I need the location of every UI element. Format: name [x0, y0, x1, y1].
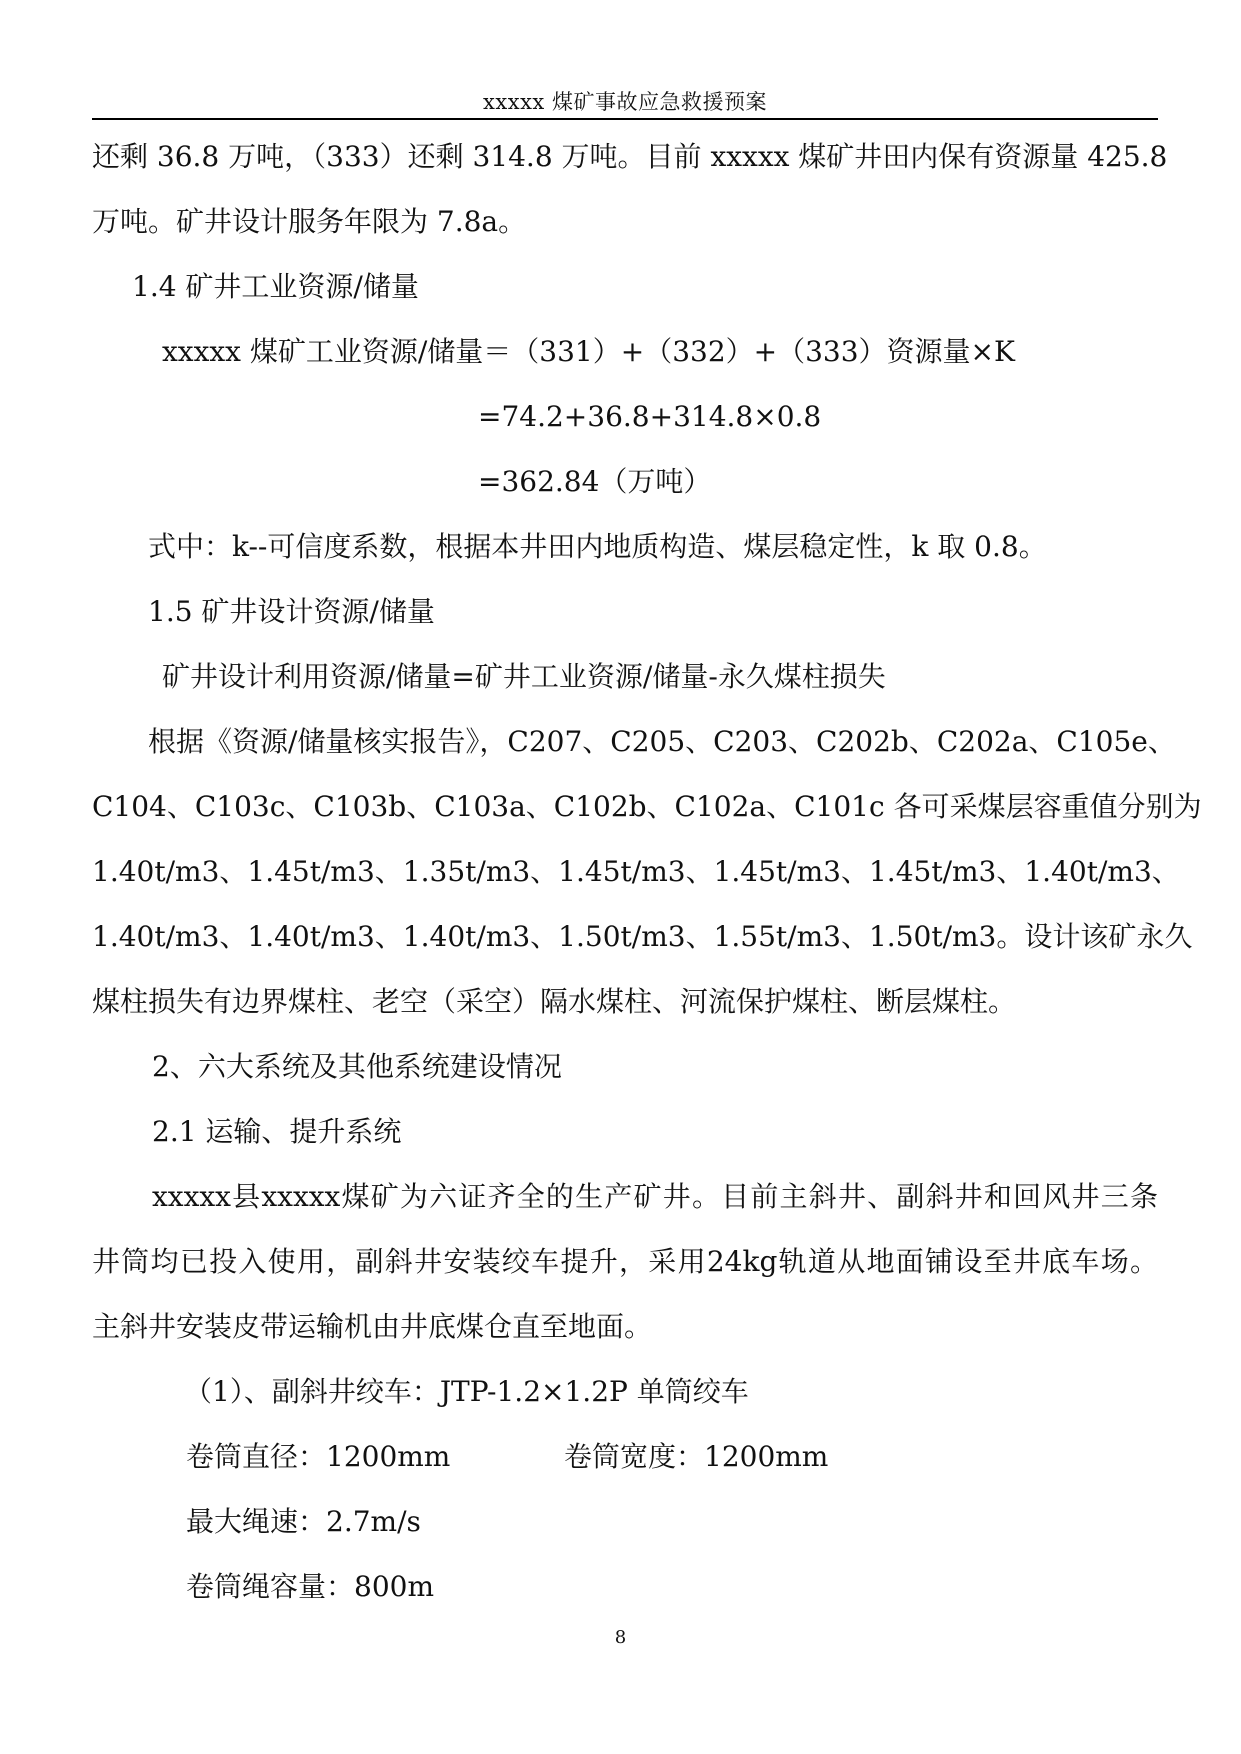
paragraph-line: xxxxx县xxxxx煤矿为六证齐全的生产矿井。目前主斜井、副斜井和回风井三条	[152, 1180, 1158, 1213]
formula-line: =74.2+36.8+314.8×0.8	[478, 400, 822, 433]
spec-row	[92, 1424, 1158, 1489]
page-footer	[0, 1626, 1241, 1650]
section-heading-2-1: 2.1 运输、提升系统	[152, 1115, 402, 1148]
paragraph-line: 还剩 36.8 万吨，（333）还剩 314.8 万吨。目前 xxxxx 煤矿井田内保有资源量 425.8	[92, 140, 1168, 173]
formula-line: =362.84（万吨）	[478, 465, 712, 498]
paragraph-line: 根据《资源/储量核实报告》，C207、C205、C203、C202b、C202a、C105e、	[148, 725, 1176, 758]
spec-max-speed: 最大绳速：2.7m/s	[186, 1505, 421, 1538]
paragraph-line: 1.40t/m3、1.45t/m3、1.35t/m3、1.45t/m3、1.45t/m3、1.45t/m3、1.40t/m3、	[92, 855, 1180, 888]
paragraph-line: 煤柱损失有边界煤柱、老空（采空）隔水煤柱、河流保护煤柱、断层煤柱。	[92, 985, 1017, 1018]
spec-rope-capacity: 卷筒绳容量：800m	[186, 1570, 434, 1603]
spec-row	[92, 1554, 1158, 1619]
spec-row	[92, 1489, 1158, 1554]
section-heading-1-5: 1.5 矿井设计资源/储量	[148, 595, 435, 628]
header-title: xxxxx 煤矿事故应急救援预案	[483, 90, 767, 114]
paragraph-line: C104、C103c、C103b、C103a、C102b、C102a、C101c 各可采煤层容重值分别为	[92, 790, 1202, 823]
spec-drum-width: 卷筒宽度：1200mm	[564, 1440, 829, 1473]
paragraph-line: 主斜井安装皮带运输机由井底煤仓直至地面。	[92, 1310, 653, 1343]
design-formula: 矿井设计利用资源/储量=矿井工业资源/储量-永久煤柱损失	[162, 660, 886, 693]
section-heading-2: 2、六大系统及其他系统建设情况	[152, 1050, 562, 1083]
formula-line: xxxxx 煤矿工业资源/储量＝（331）+（332）+（333）资源量×K	[162, 335, 1015, 368]
page-number: 8	[614, 1627, 627, 1648]
document-body	[92, 124, 1202, 1619]
section-heading-1-4: 1.4 矿井工业资源/储量	[132, 270, 419, 303]
paragraph-line: 1.40t/m3、1.40t/m3、1.40t/m3、1.50t/m3、1.55t/m3、1.50t/m3。设计该矿永久	[92, 920, 1193, 953]
page-header	[92, 86, 1158, 120]
formula-note: 式中：k--可信度系数，根据本井田内地质构造、煤层稳定性，k 取 0.8。	[148, 530, 1047, 563]
list-item-winch: （1）、副斜井绞车：JTP-1.2×1.2P 单筒绞车	[184, 1375, 749, 1408]
paragraph-line: 井筒均已投入使用，副斜井安装绞车提升，采用24kg轨道从地面铺设至井底车场。	[92, 1245, 1158, 1278]
spec-drum-diameter: 卷筒直径：1200mm	[186, 1440, 451, 1473]
paragraph-line: 万吨。矿井设计服务年限为 7.8a。	[92, 205, 527, 238]
